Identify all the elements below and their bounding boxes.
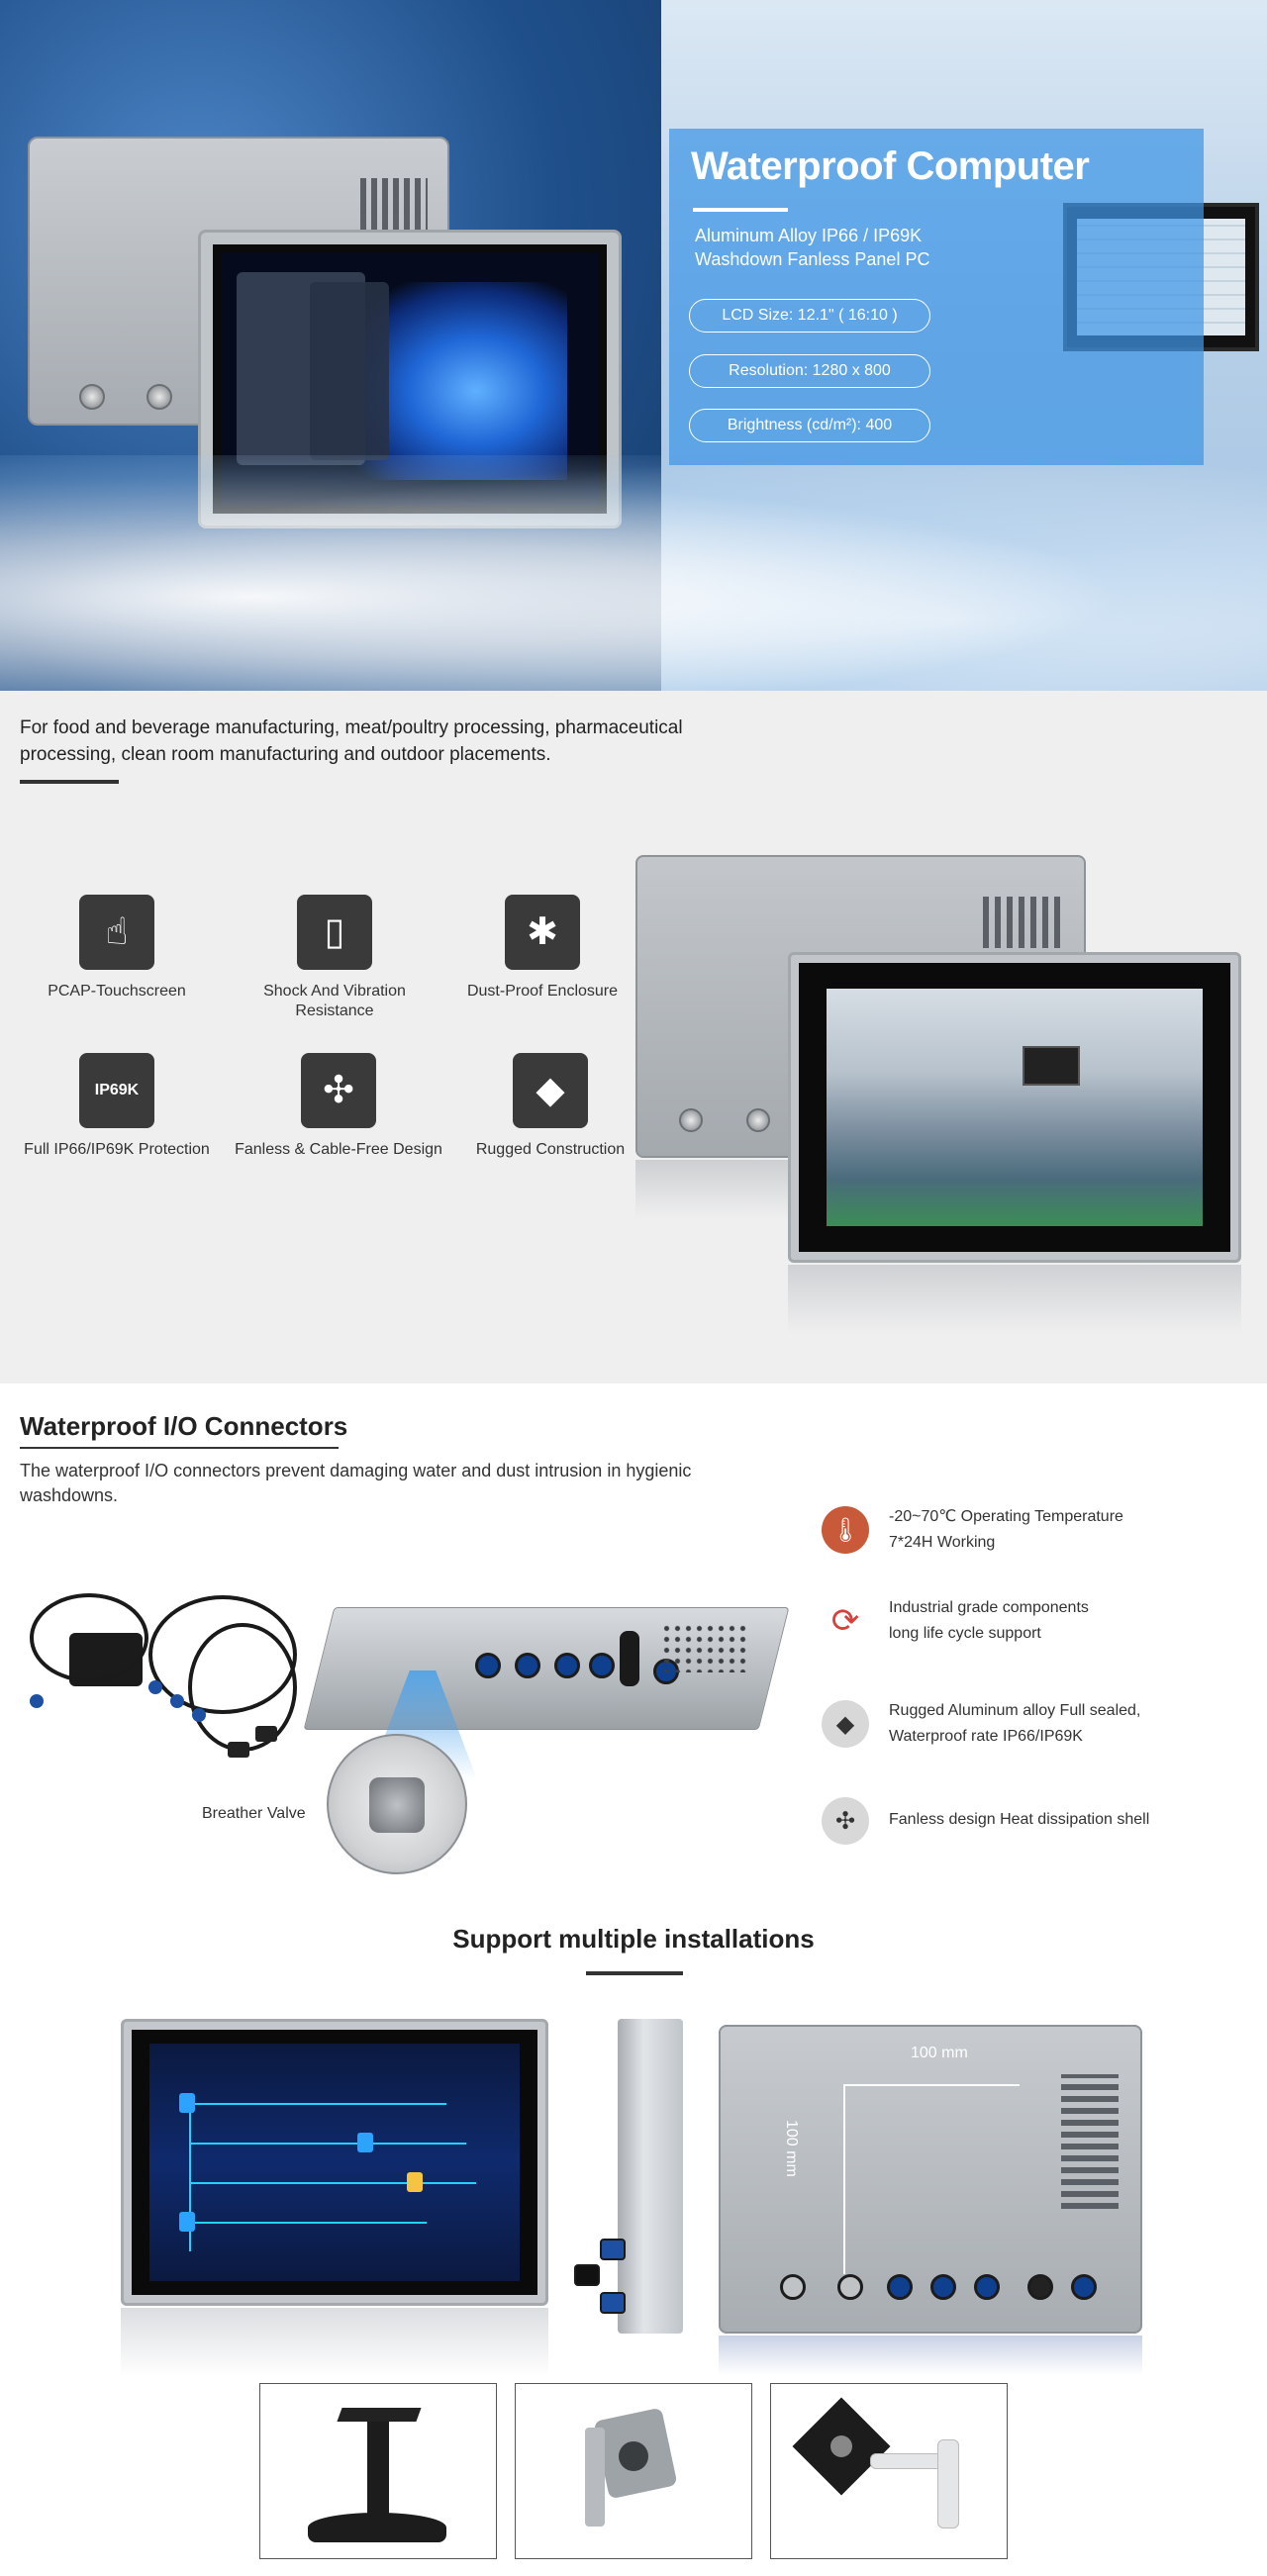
spec-temperature	[822, 1506, 1123, 1556]
cycle-icon: ⟳	[822, 1597, 869, 1645]
spec-line: Rugged Aluminum alloy Full sealed,	[889, 1702, 1141, 1719]
diamond-icon: ◆	[822, 1700, 869, 1748]
subtitle-line: Aluminum Alloy IP66 / IP69K	[695, 226, 923, 245]
feature-touchscreen	[18, 895, 216, 1002]
pipe-line	[189, 2222, 427, 2224]
spec-aluminum	[822, 1700, 1140, 1750]
connector-icon	[148, 1680, 162, 1694]
hero-banner	[0, 0, 1267, 691]
product-screen	[799, 963, 1230, 1252]
tank-icon	[407, 2172, 423, 2192]
power-cable	[30, 1593, 148, 1682]
io-port-icon	[1027, 2274, 1053, 2300]
io-port-icon	[589, 1653, 615, 1678]
product-screen	[132, 2030, 537, 2295]
hero-title: Waterproof Computer	[691, 144, 1090, 188]
io-port-icon	[475, 1653, 501, 1678]
io-port-icon	[515, 1653, 540, 1678]
db9-connector-icon	[228, 1742, 249, 1758]
connector-icon	[746, 1108, 770, 1132]
connector-icon	[780, 2274, 806, 2300]
breather-valve-label: Breather Valve	[202, 1805, 306, 1822]
inset-monitor	[1023, 1046, 1080, 1086]
db9-connector-icon	[255, 1726, 277, 1742]
dimension-line	[843, 2084, 1020, 2086]
ip69k-icon: IP69K	[79, 1053, 154, 1128]
spec-pill-resolution: Resolution: 1280 x 800	[689, 354, 930, 388]
scada-diagram	[149, 2044, 520, 2281]
tank-icon	[357, 2133, 373, 2152]
mount-vesa-bracket	[515, 2383, 752, 2559]
title-underline	[693, 208, 788, 212]
spec-pill-brightness: Brightness (cd/m²): 400	[689, 409, 930, 442]
dimension-label-vertical: 100 mm	[783, 2120, 800, 2177]
feature-vibration	[236, 895, 434, 1021]
feature-label: Shock And Vibration Resistance	[263, 983, 406, 1019]
dust-icon: ✱	[505, 895, 580, 970]
feature-rugged	[451, 1053, 649, 1160]
mount-desk-stand	[259, 2383, 497, 2559]
spec-pill-lcd: LCD Size: 12.1" ( 16:10 )	[689, 299, 930, 333]
mount-wall-arm	[770, 2383, 1008, 2559]
tank-icon	[179, 2212, 195, 2232]
spec-line: Industrial grade components	[889, 1599, 1089, 1616]
vibration-icon: ▯	[297, 895, 372, 970]
io-port-icon	[554, 1653, 580, 1678]
io-section-title: Waterproof I/O Connectors	[20, 1411, 348, 1441]
reflection	[121, 2308, 548, 2377]
notification-panel	[310, 282, 389, 460]
install-title-underline	[586, 1971, 683, 1975]
connector-icon	[837, 2274, 863, 2300]
io-title-underline	[20, 1447, 339, 1449]
pipe-line	[189, 2103, 446, 2105]
dimension-label-horizontal: 100 mm	[911, 2045, 968, 2061]
spec-fanless	[822, 1797, 1149, 1845]
spec-components	[822, 1597, 1089, 1647]
connector-icon	[192, 1708, 206, 1722]
subtitle-line: Washdown Fanless Panel PC	[695, 249, 930, 269]
vent-grille	[360, 178, 428, 230]
water-splash	[0, 455, 1267, 691]
tank-icon	[179, 2093, 195, 2113]
feature-label: PCAP-Touchscreen	[48, 983, 186, 1000]
vent-grille	[661, 1623, 748, 1672]
io-port-icon	[1071, 2274, 1097, 2300]
diamond-icon: ◆	[513, 1053, 588, 1128]
spec-line: -20~70℃ Operating Temperature	[889, 1508, 1123, 1525]
connector-icon	[79, 384, 105, 410]
fan-icon: ✣	[822, 1797, 869, 1845]
spec-line: Fanless design Heat dissipation shell	[889, 1811, 1150, 1828]
product-side-view	[618, 2019, 683, 2334]
connector-icon	[146, 384, 172, 410]
dimension-line	[843, 2086, 845, 2274]
product-front-view	[788, 952, 1241, 1263]
io-port-icon	[887, 2274, 913, 2300]
io-description: The waterproof I/O connectors prevent damaging water and dust intrusion in hygienic washdowns.	[20, 1461, 692, 1505]
vent-grille	[983, 897, 1060, 948]
connector-icon	[170, 1694, 184, 1708]
io-cable	[188, 1623, 297, 1752]
connector-icon	[600, 2292, 626, 2314]
feature-label: Rugged Construction	[475, 1141, 626, 1158]
spec-line: long life cycle support	[889, 1625, 1041, 1642]
feature-dust-proof	[443, 895, 641, 1002]
product-back-vesa	[719, 2025, 1142, 2334]
intro-underline	[20, 780, 119, 784]
io-port-icon	[930, 2274, 956, 2300]
pipe-line	[189, 2143, 466, 2145]
feature-ip69k	[16, 1053, 218, 1160]
connector-icon	[679, 1108, 703, 1132]
connector-icon	[574, 2264, 600, 2286]
pipe-line	[189, 2182, 476, 2184]
touch-icon: ☝	[79, 895, 154, 970]
connector-icon	[30, 1694, 44, 1708]
lab-photo	[827, 989, 1203, 1226]
breather-valve-icon	[369, 1777, 425, 1833]
fan-icon: ✣	[301, 1053, 376, 1128]
spec-line: Waterproof rate IP66/IP69K	[889, 1728, 1083, 1745]
product-front-scada	[121, 2019, 548, 2306]
reflection	[719, 2336, 1142, 2375]
antenna-icon	[620, 1631, 639, 1686]
feature-label: Dust-Proof Enclosure	[466, 983, 619, 1000]
feature-label: Fanless & Cable-Free Design	[235, 1141, 442, 1158]
io-port-icon	[974, 2274, 1000, 2300]
feature-fanless	[230, 1053, 447, 1160]
hero-subtitle	[695, 224, 929, 271]
reflection	[788, 1265, 1241, 1334]
thermometer-icon: 🌡	[822, 1506, 869, 1554]
spec-line: 7*24H Working	[889, 1534, 996, 1551]
feature-label: Full IP66/IP69K Protection	[24, 1141, 210, 1158]
connector-icon	[600, 2239, 626, 2260]
vent-grille	[1061, 2074, 1119, 2209]
install-section-title: Support multiple installations	[452, 1924, 815, 1954]
intro-text: For food and beverage manufacturing, meat/poultry processing, pharmaceutical processing, clean room manufacturing and outdoor placements.	[20, 717, 683, 765]
